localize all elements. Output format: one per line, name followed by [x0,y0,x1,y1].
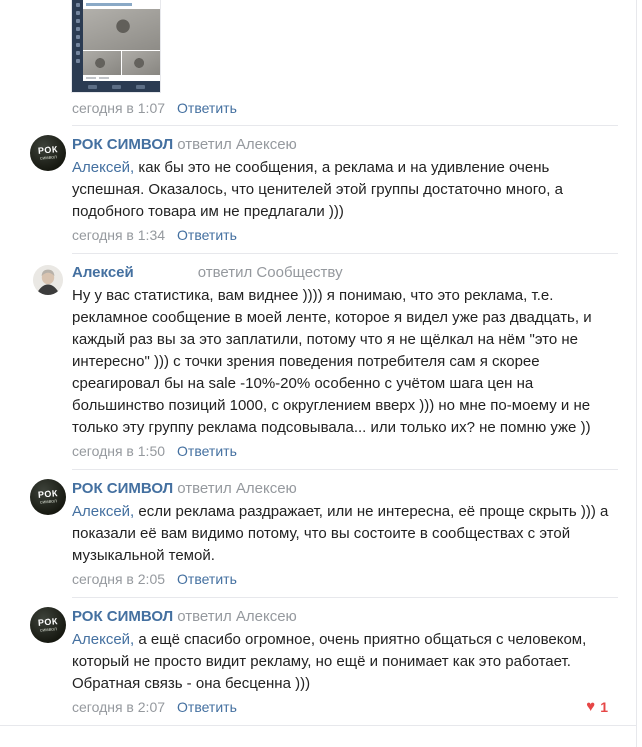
reply-context: ответил Алексею [177,136,297,153]
avatar-logo-subtext: символ [39,153,57,162]
author-link[interactable]: РОК СИМВОЛ [72,136,174,153]
like-count: 1 [600,699,608,715]
comment-text [72,157,616,223]
comment-meta [72,570,616,588]
comment-rock-simvol-3 [0,598,636,725]
heart-icon: ♥ [586,698,596,715]
mention-link[interactable]: Алексей, [72,159,135,176]
thumbnail-app-sidebar [72,0,83,81]
comment-aleksey [0,254,636,469]
comment-content [72,607,616,716]
thumbnail-main-area [83,0,160,81]
reply-link[interactable]: Ответить [177,227,237,243]
reply-link[interactable]: Ответить [177,699,237,715]
thumbnail-actionbar [72,81,160,92]
comment-meta [72,698,616,716]
reply-context: ответил Алексею [177,480,297,497]
attachment-post [0,0,636,117]
comment-header [72,479,616,498]
comment-body-text: как бы это не сообщения, а реклама и на удивление очень успешная. Оказалось, что ценителей этой группы достаточно много, а подобного товара им не предлагали ))) [72,159,563,220]
comment-header [72,607,616,626]
avatar-logo-subtext: символ [39,497,57,506]
thumbnail-link-placeholder [86,3,132,6]
comment-body-text: Ну у вас статистика, вам виднее )))) я понимаю, что это реклама, т.е. рекламное сообщение в моей ленте, которое я видел уже раз двадцать, и каждый раз вы за это заплатили, потому что я не щёлкал на нём "это не интересно" ))) с точки зрения поведения потребителя сам я скорее среагировал бы на sale -10%-20% особенно с учётом шага цен на большинство позиций 1000, с округлением вверх ))) но мне по-моему и не только эту группу реклама подсовывала... или только их? не помню уже )) [72,287,592,436]
sidebar-mini-icon [76,19,80,23]
timestamp: сегодня в 1:07 [72,100,166,116]
sidebar-mini-icon [76,51,80,55]
avatar-rock-simvol[interactable] [30,479,66,515]
thumbnail-photo-small [122,51,160,75]
thumbnail-photo-small [83,51,121,75]
comment-rock-simvol-1 [0,126,636,253]
share-icon [136,85,145,89]
reply-link[interactable]: Ответить [177,100,237,116]
sidebar-mini-icon [76,27,80,31]
avatar-logo-subtext: символ [39,625,57,634]
comment-text [72,501,616,567]
sidebar-mini-icon [76,11,80,15]
avatar-logo-text: РОК [37,143,59,156]
sidebar-mini-icon [76,59,80,63]
comment-meta [72,226,616,244]
comment-meta [72,442,616,460]
avatar-rock-simvol[interactable] [30,135,66,171]
sidebar-mini-icon [76,35,80,39]
mention-link[interactable]: Алексей, [72,631,135,648]
avatar-aleksey[interactable] [33,265,63,295]
attachment-meta [72,99,636,117]
comment-text [72,285,616,439]
avatar-logo-text: РОК [37,487,59,500]
caption-placeholder [99,77,109,79]
comment-content [72,263,616,460]
timestamp: сегодня в 2:05 [72,571,166,587]
comment-body-text: а ещё спасибо огромное, очень приятно общаться с человеком, который не просто видит рекламу, но ещё и понимает как это работает. Обратная связь - она бесценна ))) [72,631,587,692]
reply-context: ответил Сообществу [197,264,343,281]
caption-placeholder [86,77,96,79]
reply-link[interactable]: Ответить [177,571,237,587]
timestamp: сегодня в 2:07 [72,699,166,715]
author-link[interactable]: РОК СИМВОЛ [72,480,174,497]
like-badge[interactable] [586,698,608,716]
thumbnail-photo-row [83,51,160,75]
attachment-thumbnail[interactable] [72,0,160,92]
sidebar-mini-icon [76,3,80,7]
comment-body-text: если реклама раздражает, или не интересна, её проще скрыть ))) а показали её вам видимо потому, что вы состоите в сообществах с этой музыкальной темой. [72,503,609,564]
person-photo [33,265,63,295]
timestamp: сегодня в 1:50 [72,443,166,459]
mention-link[interactable]: Алексей, [72,503,135,520]
comment-header [72,263,616,282]
thumbnail-topbar [83,0,160,9]
comment-rock-simvol-2 [0,470,636,597]
author-link[interactable]: Алексей [72,264,134,281]
author-link[interactable]: РОК СИМВОЛ [72,608,174,625]
thumbnail-photo-large [83,9,160,50]
comment-text [72,629,616,695]
avatar-rock-simvol[interactable] [30,607,66,643]
thumbnail-content [72,0,160,81]
comment-header [72,135,616,154]
comment-content [72,479,616,588]
reply-link[interactable]: Ответить [177,443,237,459]
reply-context: ответил Алексею [177,608,297,625]
sidebar-mini-icon [76,43,80,47]
comment-bubble-icon [112,85,121,89]
avatar-logo-text: РОК [37,615,59,628]
comment-content [72,135,616,244]
divider-bottom [0,725,636,726]
reply-arrow-icon [88,85,97,89]
timestamp: сегодня в 1:34 [72,227,166,243]
